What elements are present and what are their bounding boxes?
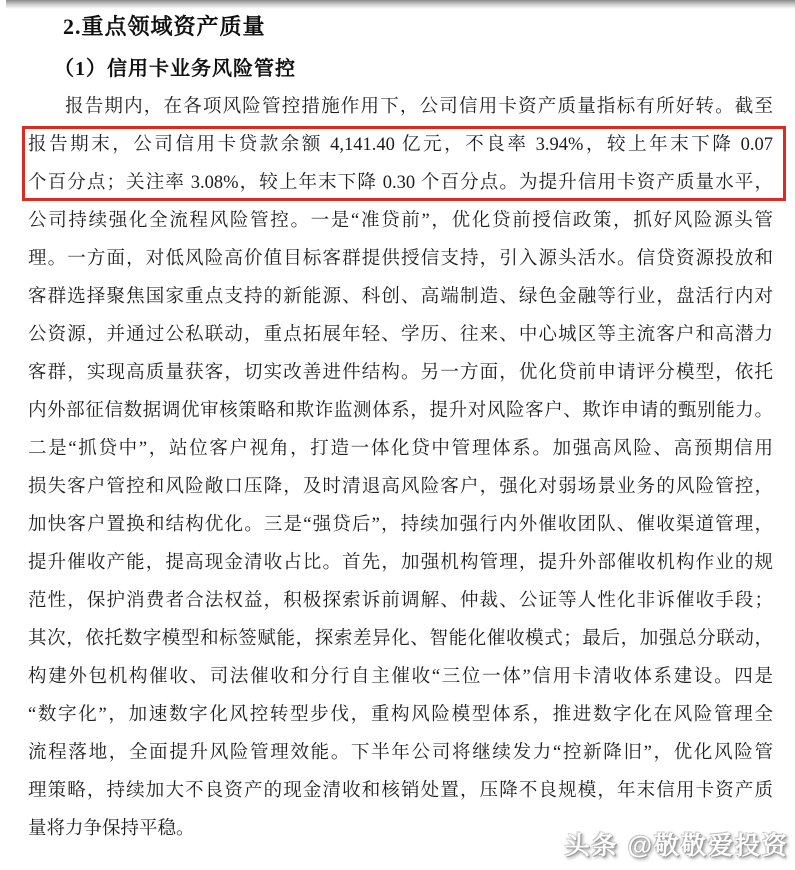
paragraph-line: 报告期内，在各项风险管控措施作用下，公司信用卡资产质量指标有所好转。截至 — [65, 97, 773, 117]
paragraph-line: 公资源，并通过公私联动，重点拓展年轻、学历、往来、中心城区等主流客户和高潜力 — [28, 325, 773, 345]
paragraph-line: “数字化”，加速数字化风控转型步伐，重构风险模型体系，推进数字化在风险管理全 — [28, 705, 773, 725]
page-top-divider — [6, 0, 795, 9]
paragraph-block — [28, 88, 773, 848]
paragraph-line: 加快客户置换和结构优化。三是“强贷后”，持续加强行内外催收团队、催收渠道管理， — [28, 515, 773, 535]
paragraph-line: 理策略，持续加大不良资产的现金清收和核销处置，压降不良规模，年末信用卡资产质 — [28, 781, 773, 801]
section-heading: 2.重点领域资产质量 — [63, 14, 266, 39]
watermark: 头条 @敬敬爱投资 — [564, 832, 789, 860]
paragraph-line: 二是“抓贷中”，站位客户视角，打造一体化贷中管理体系。加强高风险、高预期信用 — [28, 439, 773, 459]
paragraph-line: 构建外包机构催收、司法催收和分行自主催收“三位一体”信用卡清收体系建设。四是 — [28, 667, 773, 687]
paragraph-line: 客群，实现高质量获客，切实改善进件结构。另一方面，优化贷前申请评分模型，依托 — [28, 363, 773, 383]
paragraph-line: 理。一方面，对低风险高价值目标客群提供授信支持，引入源头活水。信贷资源投放和 — [28, 249, 773, 269]
paragraph-line: 公司持续强化全流程风险管控。一是“准贷前”，优化贷前授信政策，抓好风险源头管 — [28, 211, 773, 231]
paragraph-line: 客群选择聚焦国家重点支持的新能源、科创、高端制造、绿色金融等行业，盘活行内对 — [28, 287, 773, 307]
paragraph-line: 提升催收产能，提高现金清收占比。首先，加强机构管理，提升外部催收机构作业的规 — [28, 553, 773, 573]
paragraph-line: 范性，保护消费者合法权益，积极探索诉前调解、仲裁、公证等人性化非诉催收手段； — [28, 591, 773, 611]
subsection-heading: （1）信用卡业务风险管控 — [54, 58, 296, 80]
paragraph-line: 内外部征信数据调优审核策略和欺诈监测体系，提升对风险客户、欺诈申请的甄别能力。 — [28, 401, 773, 421]
paragraph-line-highlighted: 报告期末，公司信用卡贷款余额 4,141.40 亿元，不良率 3.94%，较上年末下降 0.07 — [28, 135, 773, 155]
paragraph-line: 流程落地，全面提升风险管理效能。下半年公司将继续发力“控新降旧”，优化风险管 — [28, 743, 773, 763]
paragraph-line: 损失客户管控和风险敞口压降，及时清退高风险客户，强化对弱场景业务的风险管控， — [28, 477, 773, 497]
paragraph-line: 其次，依托数字模型和标签赋能，探索差异化、智能化催收模式；最后，加强总分联动， — [28, 629, 773, 649]
paragraph-line-highlighted: 个百分点；关注率 3.08%，较上年末下降 0.30 个百分点。为提升信用卡资产质量水平， — [28, 173, 773, 193]
paragraph-line-last: 量将力争保持平稳。 — [28, 819, 195, 839]
